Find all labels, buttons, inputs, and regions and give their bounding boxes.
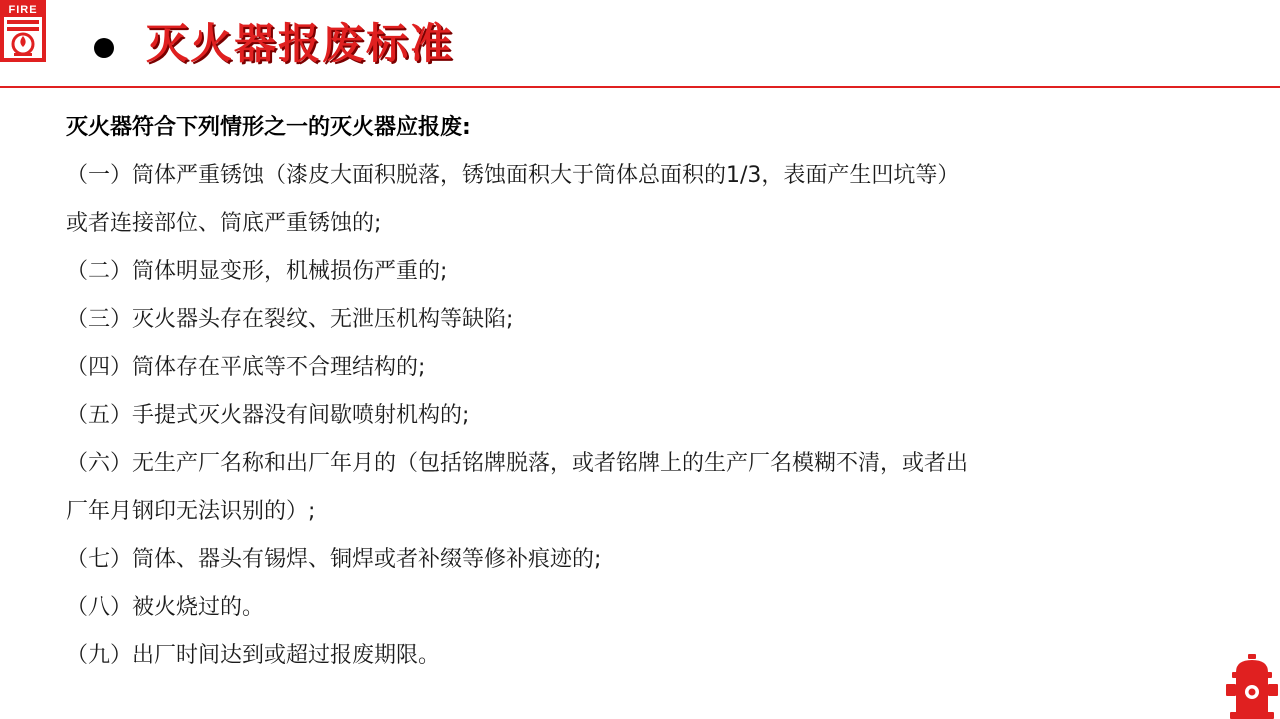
content-body xyxy=(66,104,1216,680)
list-item: （六）无生产厂名称和出厂年月的（包括铭牌脱落，或者铭牌上的生产厂名模糊不清，或者出 xyxy=(66,451,969,476)
list-item: （四）筒体存在平底等不合理结构的; xyxy=(66,355,426,380)
intro-text: 灭火器符合下列情形之一的灭火器应报废: xyxy=(66,115,471,140)
list-item: （三）灭火器头存在裂纹、无泄压机构等缺陷; xyxy=(66,307,514,332)
fire-hydrant-icon xyxy=(1224,654,1280,719)
header-divider xyxy=(0,86,1280,88)
list-item: （一）筒体严重锈蚀（漆皮大面积脱落，锈蚀面积大于筒体总面积的1/3，表面产生凹坑等） xyxy=(66,163,960,188)
list-item: （八）被火烧过的。 xyxy=(66,595,265,620)
logo-text: FIRE xyxy=(8,4,38,16)
title-bullet xyxy=(94,38,114,58)
list-item: （七）筒体、器头有锡焊、铜焊或者补缀等修补痕迹的; xyxy=(66,547,602,572)
list-item: 厂年月钢印无法识别的）; xyxy=(66,499,316,524)
list-item: （二）筒体明显变形，机械损伤严重的; xyxy=(66,259,448,284)
list-item: 或者连接部位、筒底严重锈蚀的; xyxy=(66,211,382,236)
page-title: 灭火器报废标准 xyxy=(146,19,455,68)
fire-brand-logo-icon xyxy=(0,0,46,62)
list-item: （九）出厂时间达到或超过报废期限。 xyxy=(66,643,441,668)
list-item: （五）手提式灭火器没有间歇喷射机构的; xyxy=(66,403,470,428)
